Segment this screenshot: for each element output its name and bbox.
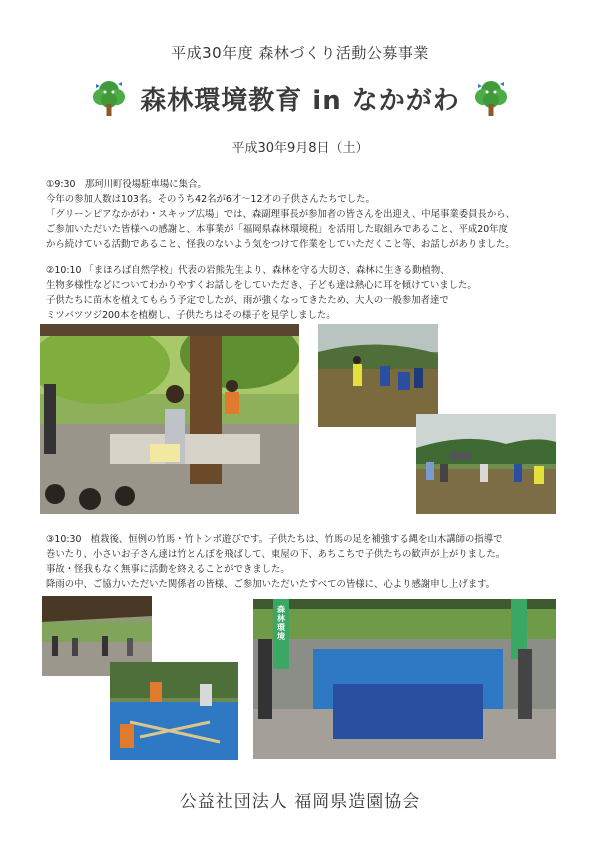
section-1-line: ①9:30 那珂川町役場駐車場に集合。 <box>46 179 207 190</box>
tree-icon-left <box>92 78 126 118</box>
photo-planting <box>318 324 438 427</box>
section-2-line: 生物多様性などについてわかりやすくお話しをしていただき、子ども達は熱心に耳を傾けていました。 <box>46 280 477 291</box>
section-2-line: ②10:10 「まほろば自然学校」代表の岩熊先生より、森林を守る大切さ、森林に生きる動植物、 <box>46 265 450 276</box>
photo-lecture <box>40 324 299 514</box>
section-2-text <box>46 263 566 323</box>
section-1-text <box>46 177 566 252</box>
tree-icon-right <box>474 78 508 118</box>
title-row <box>0 76 600 120</box>
section-2-line: 子供たちに苗木を植えてもらう予定でしたが、雨が強くなってきたため、大人の一般参加者達で <box>46 295 449 306</box>
forest-banner-label: 森林環境 <box>277 605 285 641</box>
section-1-line: 今年の参加人数は103名。そのうち42名が6才～12才の子供さんたちでした。 <box>46 194 375 205</box>
photo-bamboo-craft <box>110 662 238 760</box>
section-1-line: ご参加いただいた皆様への感謝と、本事業が「福岡県森林環境税」を活用した取組みであること、平成20年度 <box>46 224 508 235</box>
section-3-text <box>46 532 566 592</box>
section-1-line: 「グリーンピアなかがわ・スキップ広場」では、森副理事長が参加者の皆さんを出迎え、中尾事業委員長から、 <box>46 209 515 220</box>
section-3-line: 巻いたり、小さいお子さん達は竹とんぼを飛ばして、東屋の下、あちこちで子供たちの歓声が上がりました。 <box>46 549 506 560</box>
section-3-line: 事故・怪我もなく無事に活動を終えることができました。 <box>46 564 290 575</box>
section-3-line: 降雨の中、ご協力いただいた関係者の皆様、ご参加いただいたすべての皆様に、心より感謝申し上げます。 <box>46 579 496 590</box>
section-1-line: から続けている活動であること、怪我のないよう気をつけて作業をしていただくこと等、お話しがありました。 <box>46 239 515 250</box>
photo-group <box>253 599 556 759</box>
section-2-line: ミツバツツジ200本を植樹し、子供たちはその様子を見学しました。 <box>46 310 336 321</box>
event-subtitle: 平成30年度 森林づくり活動公募事業 <box>171 44 429 62</box>
page-title: 森林環境教育 in なかがわ <box>140 85 460 116</box>
section-3-line: ③10:30 植栽後、恒例の竹馬・竹トンボ遊びです。子供たちは、竹馬の足を補強する縄を山木講師の指導で <box>46 534 503 545</box>
photo-watching <box>416 414 556 514</box>
organization-name: 公益社団法人 福岡県造園協会 <box>179 792 421 812</box>
event-date: 平成30年9月8日（土） <box>231 141 369 156</box>
